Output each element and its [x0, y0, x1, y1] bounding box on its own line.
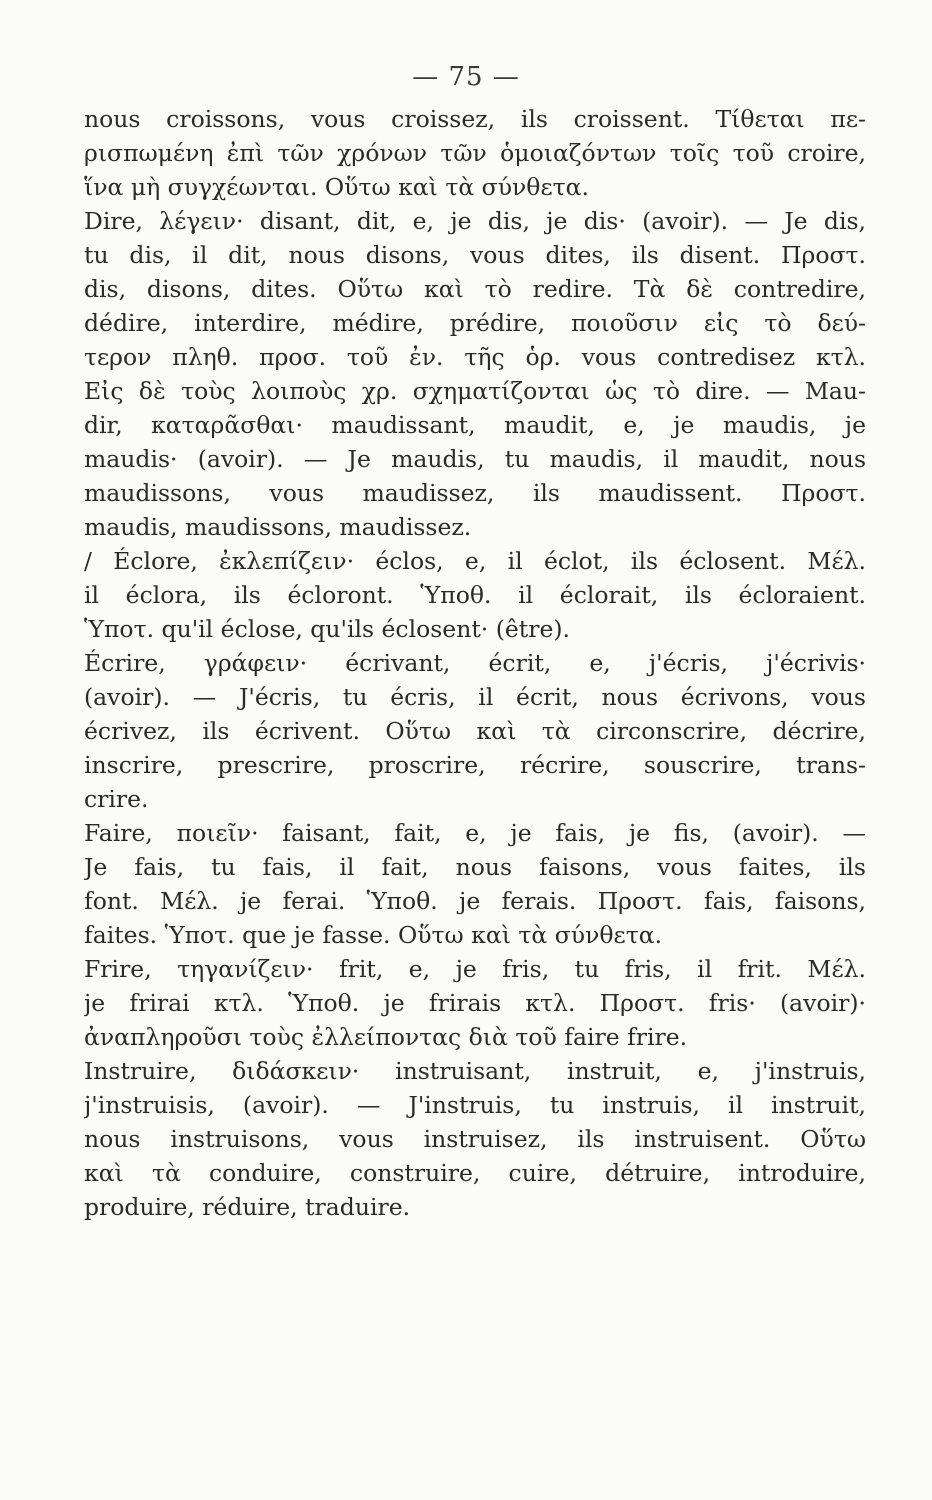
text-line: inscrire, prescrire, proscrire, récrire, souscrire, trans-: [84, 751, 866, 779]
text-line: écrivez, ils écrivent. Οὕτω καὶ τὰ circonscrire, décrire,: [84, 717, 866, 745]
text-line: dir, καταρᾶσθαι· maudissant, maudit, e, je maudis, je: [84, 411, 866, 439]
text-line: τερον πληθ. προσ. τοῦ ἐν. τῆς ὁρ. vous contredisez κτλ.: [84, 343, 866, 371]
text-line: ρισπωμένη ἐπὶ τῶν χρόνων τῶν ὁμοιαζόντων τοῖς τοῦ croire,: [84, 139, 866, 167]
text-line: ἀναπληροῦσι τοὺς ἐλλείποντας διὰ τοῦ faire frire.: [84, 1023, 688, 1051]
text-line: maudis, maudissons, maudissez.: [84, 513, 472, 541]
text-line: dédire, interdire, médire, prédire, ποιοῦσιν εἰς τὸ δεύ-: [84, 309, 866, 337]
page-text: [84, 102, 866, 1224]
text-line: nous instruisons, vous instruisez, ils instruisent. Οὕτω: [84, 1125, 866, 1153]
text-line: Faire, ποιεῖν· faisant, fait, e, je fais, je fis, (avoir). —: [84, 819, 866, 847]
text-line: je frirai κτλ. Ὑποθ. je frirais κτλ. Προστ. fris· (avoir)·: [84, 989, 866, 1017]
text-line: Instruire, διδάσκειν· instruisant, instruit, e, j'instruis,: [84, 1057, 866, 1085]
text-line: καὶ τὰ conduire, construire, cuire, détruire, introduire,: [84, 1159, 866, 1187]
text-line: dis, disons, dites. Οὕτω καὶ τὸ redire. Τὰ δὲ contredire,: [84, 275, 866, 303]
page-number: — 75 —: [412, 62, 520, 92]
text-line: nous croissons, vous croissez, ils croissent. Τίθεται πε-: [84, 105, 866, 133]
text-line: j'instruisis, (avoir). — J'instruis, tu instruis, il instruit,: [84, 1091, 866, 1119]
text-line: produire, réduire, traduire.: [84, 1193, 411, 1221]
text-line: font. Μέλ. je ferai. Ὑποθ. je ferais. Προστ. fais, faisons,: [84, 887, 866, 915]
text-line: (avoir). — J'écris, tu écris, il écrit, nous écrivons, vous: [84, 683, 866, 711]
text-line: maudissons, vous maudissez, ils maudissent. Προστ.: [84, 479, 866, 507]
text-line: Je fais, tu fais, il fait, nous faisons, vous faites, ils: [84, 853, 866, 881]
text-line: Εἰς δὲ τοὺς λοιποὺς χρ. σχηματίζονται ὡς τὸ dire. — Mau-: [84, 377, 866, 405]
text-line: maudis· (avoir). — Je maudis, tu maudis, il maudit, nous: [84, 445, 866, 473]
text-line: Dire, λέγειν· disant, dit, e, je dis, je dis· (avoir). — Je dis,: [84, 207, 866, 235]
text-line: Écrire, γράφειν· écrivant, écrit, e, j'écris, j'écrivis·: [84, 649, 866, 677]
text-line: Frire, τηγανίζειν· frit, e, je fris, tu fris, il frit. Μέλ.: [84, 955, 866, 983]
text-line: Ὑποτ. qu'il éclose, qu'ils éclosent· (être).: [84, 615, 571, 643]
text-line: ἵνα μὴ συγχέωνται. Οὕτω καὶ τὰ σύνθετα.: [84, 173, 589, 201]
text-line: tu dis, il dit, nous disons, vous dites, ils disent. Προστ.: [84, 241, 866, 269]
text-line: crire.: [84, 785, 149, 813]
text-line: faites. Ὑποτ. que je fasse. Οὕτω καὶ τὰ σύνθετα.: [84, 921, 663, 949]
text-line: il éclora, ils écloront. Ὑποθ. il éclorait, ils écloraient.: [84, 581, 866, 609]
text-line: / Éclore, ἐκλεπίζειν· éclos, e, il éclot, ils éclosent. Μέλ.: [84, 547, 866, 575]
